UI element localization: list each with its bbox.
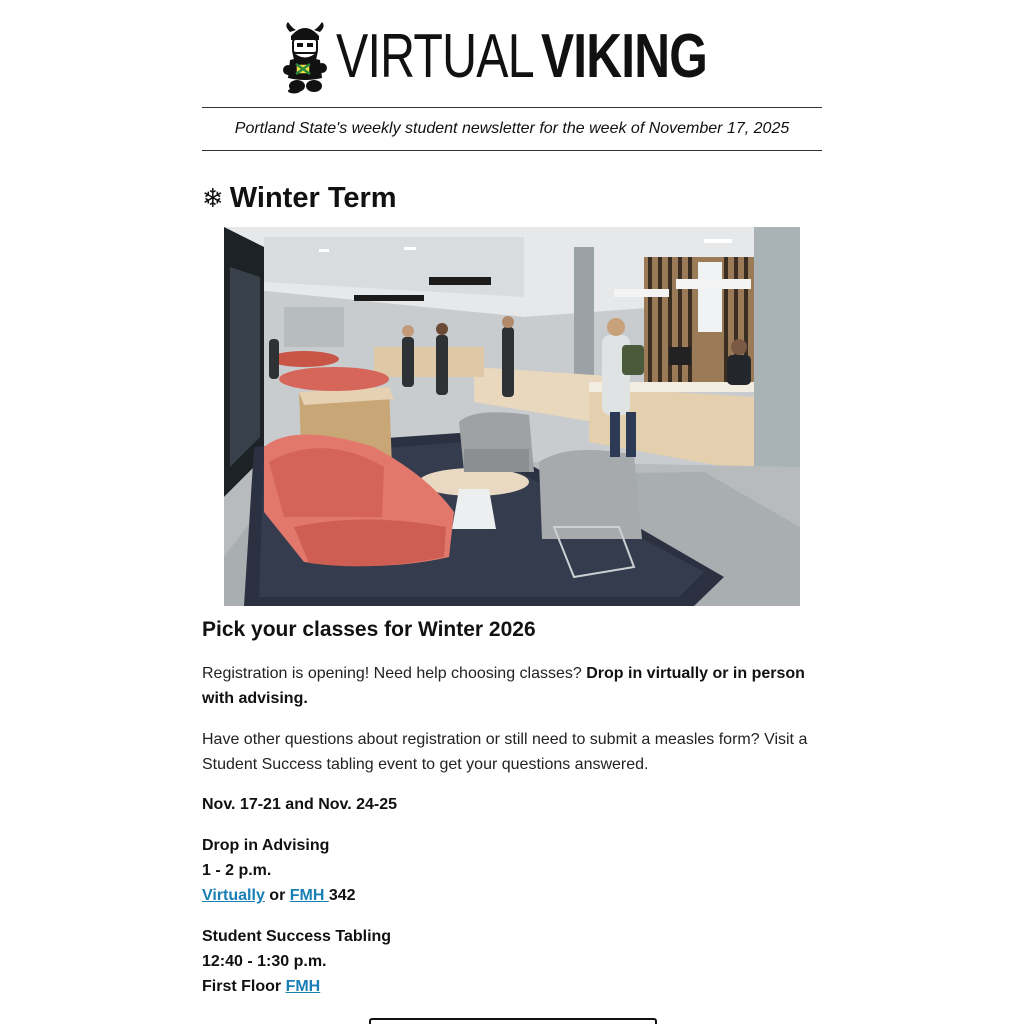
viking-mascot-logo: [280, 22, 330, 94]
masthead-title-bold: VIKING: [541, 22, 708, 91]
tagline: Portland State's weekly student newsletter for the week of November 17, 2025: [234, 120, 790, 137]
article-paragraph-1: [202, 662, 822, 711]
masthead-title-thin: VIRTUAL: [336, 22, 534, 91]
tabling-time: 12:40 - 1:30 p.m.: [202, 953, 327, 970]
hero-photo-registration-office: [224, 227, 800, 606]
section-heading-text: Winter Term: [229, 182, 397, 214]
tabling-title: Student Success Tabling: [202, 928, 392, 945]
cta-button[interactable]: [369, 1018, 657, 1024]
article-title: Pick your classes for Winter 2026: [202, 618, 536, 641]
tagline-bar: [202, 107, 822, 151]
advising-or: or: [264, 887, 290, 904]
masthead: [202, 18, 822, 96]
paragraph-1-bold: Drop in virtually or in person with advising.: [202, 665, 805, 707]
event-dates: Nov. 17-21 and Nov. 24-25: [202, 796, 398, 813]
virtually-link[interactable]: Virtually: [202, 887, 265, 904]
fmh-link[interactable]: FMH: [289, 887, 329, 904]
advising-location: [202, 883, 356, 908]
masthead-title: [336, 22, 749, 92]
section-heading: [202, 180, 397, 217]
tabling-location-text: First Floor: [202, 978, 286, 995]
paragraph-1-text: Registration is opening! Need help choosing classes?: [202, 665, 587, 682]
advising-time: 1 - 2 p.m.: [202, 862, 272, 879]
advising-title: Drop in Advising: [202, 837, 330, 854]
tabling-fmh-link[interactable]: FMH: [285, 978, 321, 995]
article-paragraph-2: Have other questions about registration or still need to submit a measles form? Visit a Student Success tabling event to get your questions answered.: [202, 731, 808, 773]
tabling-location: [202, 974, 320, 999]
advising-room: 342: [328, 887, 356, 904]
snowflake-icon: ❄: [202, 184, 224, 214]
